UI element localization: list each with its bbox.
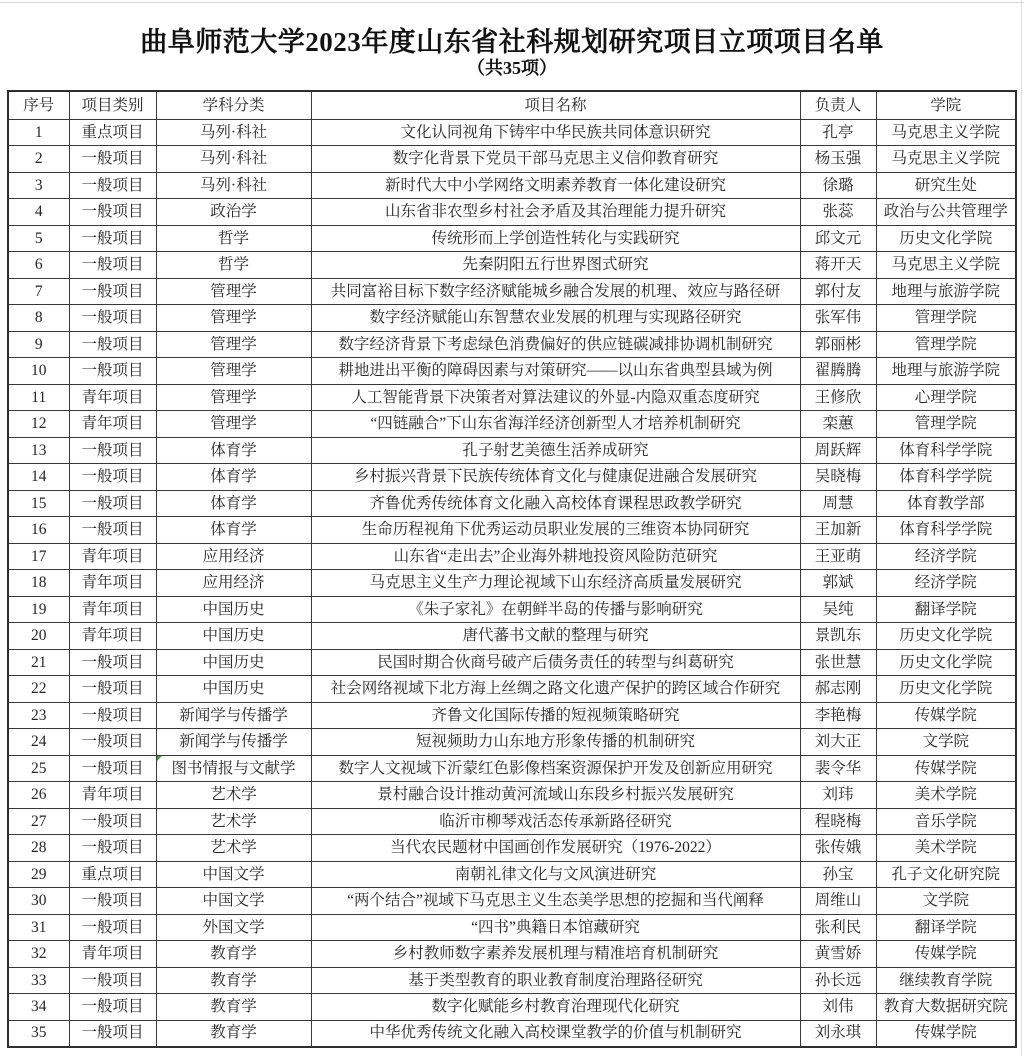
cell-leader-name: 孙宝: [800, 861, 876, 888]
cell-project-name: 南朝礼律文化与文风演进研究: [311, 861, 800, 888]
cell-leader-name: 蒋开天: [800, 252, 876, 279]
cell-leader-name: 郝志刚: [800, 676, 876, 703]
cell-discipline-class: 图书情报与文献学: [156, 755, 311, 782]
table-row: [8, 649, 1016, 676]
cell-college-name: 经济学院: [876, 543, 1016, 570]
cell-college-name: 心理学院: [876, 384, 1016, 411]
cell-leader-name: 刘伟: [800, 994, 876, 1021]
cell-leader-name: 张军伟: [800, 305, 876, 332]
cell-college-name: 马克思主义学院: [876, 119, 1016, 146]
cell-project-name: 数字经济赋能山东智慧农业发展的机理与实现路径研究: [311, 305, 800, 332]
cell-leader-name: 刘永琪: [800, 1020, 876, 1047]
table-row: [8, 941, 1016, 968]
cell-college-name: 翻译学院: [876, 596, 1016, 623]
cell-leader-name: 翟腾腾: [800, 358, 876, 385]
table-row: [8, 596, 1016, 623]
cell-project-name: 人工智能背景下决策者对算法建议的外显-内隐双重态度研究: [311, 384, 800, 411]
cell-row-number: 28: [8, 835, 69, 862]
cell-row-number: 17: [8, 543, 69, 570]
cell-project-name: “四书”典籍日本馆藏研究: [311, 914, 800, 941]
cell-discipline-class: 外国文学: [156, 914, 311, 941]
cell-project-category: 一般项目: [69, 252, 156, 279]
column-header-project-name: 项目名称: [311, 91, 800, 119]
cell-project-category: 青年项目: [69, 941, 156, 968]
cell-project-name: 中华优秀传统文化融入高校课堂教学的价值与机制研究: [311, 1020, 800, 1047]
cell-college-name: 教育大数据研究院: [876, 994, 1016, 1021]
cell-project-name: 山东省“走出去”企业海外耕地投资风险防范研究: [311, 543, 800, 570]
table-header-row: [8, 91, 1016, 119]
cell-discipline-class: 教育学: [156, 994, 311, 1021]
cell-row-number: 21: [8, 649, 69, 676]
cell-college-name: 体育教学部: [876, 490, 1016, 517]
cell-discipline-class: 体育学: [156, 464, 311, 491]
cell-project-name: 数字人文视域下沂蒙红色影像档案资源保护开发及创新应用研究: [311, 755, 800, 782]
cell-college-name: 管理学院: [876, 411, 1016, 438]
cell-project-category: 一般项目: [69, 1020, 156, 1047]
cell-row-number: 35: [8, 1020, 69, 1047]
cell-row-number: 24: [8, 729, 69, 756]
cell-discipline-class: 哲学: [156, 225, 311, 252]
cell-discipline-class: 体育学: [156, 437, 311, 464]
cell-project-category: 一般项目: [69, 755, 156, 782]
cell-project-category: 一般项目: [69, 649, 156, 676]
cell-discipline-class: 应用经济: [156, 570, 311, 597]
cell-row-number: 7: [8, 278, 69, 305]
cell-leader-name: 周慧: [800, 490, 876, 517]
column-header-project-category: 项目类别: [69, 91, 156, 119]
cell-project-category: 重点项目: [69, 119, 156, 146]
cell-college-name: 传媒学院: [876, 941, 1016, 968]
cell-college-name: 传媒学院: [876, 1020, 1016, 1047]
cell-project-name: 耕地进出平衡的障碍因素与对策研究——以山东省典型县域为例: [311, 358, 800, 385]
cell-project-category: 一般项目: [69, 199, 156, 226]
table-row: [8, 623, 1016, 650]
cell-project-category: 一般项目: [69, 808, 156, 835]
table-row: [8, 888, 1016, 915]
cell-leader-name: 裴令华: [800, 755, 876, 782]
cell-project-name: 短视频助力山东地方形象传播的机制研究: [311, 729, 800, 756]
cell-college-name: 传媒学院: [876, 702, 1016, 729]
cell-project-category: 一般项目: [69, 305, 156, 332]
cell-row-number: 14: [8, 464, 69, 491]
cell-row-number: 5: [8, 225, 69, 252]
cell-leader-name: 张传娥: [800, 835, 876, 862]
cell-project-category: 青年项目: [69, 623, 156, 650]
cell-row-number: 22: [8, 676, 69, 703]
cell-leader-name: 黄雪娇: [800, 941, 876, 968]
cell-project-name: 孔子射艺美德生活养成研究: [311, 437, 800, 464]
cell-leader-name: 刘大正: [800, 729, 876, 756]
cell-project-category: 一般项目: [69, 914, 156, 941]
cell-leader-name: 周跃辉: [800, 437, 876, 464]
cell-project-category: 一般项目: [69, 278, 156, 305]
cell-row-number: 3: [8, 172, 69, 199]
cell-project-category: 青年项目: [69, 596, 156, 623]
cell-project-name: 先秦阴阳五行世界图式研究: [311, 252, 800, 279]
projects-table: [7, 90, 1017, 1048]
cell-college-name: 管理学院: [876, 305, 1016, 332]
cell-college-name: 地理与旅游学院: [876, 278, 1016, 305]
cell-college-name: 历史文化学院: [876, 623, 1016, 650]
cell-college-name: 文学院: [876, 888, 1016, 915]
column-header-row-number: 序号: [8, 91, 69, 119]
cell-row-number: 11: [8, 384, 69, 411]
cell-project-name: 共同富裕目标下数字经济赋能城乡融合发展的机理、效应与路径研: [311, 278, 800, 305]
cell-row-number: 20: [8, 623, 69, 650]
cell-discipline-class: 中国历史: [156, 623, 311, 650]
cell-row-number: 26: [8, 782, 69, 809]
spreadsheet-gridline-right: [1021, 0, 1022, 1056]
cell-discipline-class: 中国文学: [156, 861, 311, 888]
table-row: [8, 861, 1016, 888]
cell-discipline-class: 艺术学: [156, 835, 311, 862]
cell-project-name: 唐代蕃书文献的整理与研究: [311, 623, 800, 650]
table-row: [8, 702, 1016, 729]
cell-college-name: 传媒学院: [876, 755, 1016, 782]
spreadsheet-gridline-top: [0, 2, 1024, 3]
cell-row-number: 2: [8, 146, 69, 173]
cell-leader-name: 徐璐: [800, 172, 876, 199]
table-row: [8, 384, 1016, 411]
cell-project-name: 基于类型教育的职业教育制度治理路径研究: [311, 967, 800, 994]
cell-leader-name: 王修欣: [800, 384, 876, 411]
cell-error-marker-icon: [157, 756, 162, 761]
cell-project-name: “两个结合”视域下马克思主义生态美学思想的挖掘和当代阐释: [311, 888, 800, 915]
cell-project-name: 临沂市柳琴戏活态传承新路径研究: [311, 808, 800, 835]
cell-row-number: 12: [8, 411, 69, 438]
table-row: [8, 119, 1016, 146]
table-row: [8, 782, 1016, 809]
cell-college-name: 音乐学院: [876, 808, 1016, 835]
cell-college-name: 地理与旅游学院: [876, 358, 1016, 385]
cell-discipline-class: 马列·科社: [156, 119, 311, 146]
cell-discipline-class: 新闻学与传播学: [156, 702, 311, 729]
cell-leader-name: 孔亭: [800, 119, 876, 146]
cell-college-name: 体育科学学院: [876, 437, 1016, 464]
cell-project-name: 生命历程视角下优秀运动员职业发展的三维资本协同研究: [311, 517, 800, 544]
cell-project-name: 社会网络视域下北方海上丝绸之路文化遗产保护的跨区域合作研究: [311, 676, 800, 703]
cell-discipline-class: 中国历史: [156, 649, 311, 676]
cell-row-number: 6: [8, 252, 69, 279]
cell-leader-name: 郭丽彬: [800, 331, 876, 358]
cell-project-category: 青年项目: [69, 543, 156, 570]
cell-discipline-class: 管理学: [156, 358, 311, 385]
cell-leader-name: 张世慧: [800, 649, 876, 676]
table-row: [8, 543, 1016, 570]
cell-project-name: 数字化背景下党员干部马克思主义信仰教育研究: [311, 146, 800, 173]
cell-project-name: 乡村振兴背景下民族传统体育文化与健康促进融合发展研究: [311, 464, 800, 491]
cell-project-name: 数字经济背景下考虑绿色消费偏好的供应链碳减排协调机制研究: [311, 331, 800, 358]
cell-discipline-class: 新闻学与传播学: [156, 729, 311, 756]
table-row: [8, 225, 1016, 252]
cell-discipline-class: 管理学: [156, 411, 311, 438]
cell-row-number: 30: [8, 888, 69, 915]
cell-project-category: 一般项目: [69, 835, 156, 862]
cell-project-category: 一般项目: [69, 172, 156, 199]
cell-discipline-class: 哲学: [156, 252, 311, 279]
cell-leader-name: 程晓梅: [800, 808, 876, 835]
cell-row-number: 31: [8, 914, 69, 941]
cell-college-name: 美术学院: [876, 782, 1016, 809]
cell-leader-name: 张蕊: [800, 199, 876, 226]
cell-discipline-class: 教育学: [156, 1020, 311, 1047]
cell-college-name: 历史文化学院: [876, 649, 1016, 676]
table-row: [8, 252, 1016, 279]
cell-row-number: 19: [8, 596, 69, 623]
cell-discipline-class: 体育学: [156, 517, 311, 544]
cell-discipline-class: 教育学: [156, 941, 311, 968]
cell-project-category: 一般项目: [69, 676, 156, 703]
cell-leader-name: 杨玉强: [800, 146, 876, 173]
cell-row-number: 23: [8, 702, 69, 729]
cell-project-name: 新时代大中小学网络文明素养教育一体化建设研究: [311, 172, 800, 199]
cell-college-name: 文学院: [876, 729, 1016, 756]
cell-leader-name: 刘玮: [800, 782, 876, 809]
cell-project-name: 景村融合设计推动黄河流域山东段乡村振兴发展研究: [311, 782, 800, 809]
cell-row-number: 25: [8, 755, 69, 782]
cell-college-name: 体育科学学院: [876, 464, 1016, 491]
cell-project-category: 青年项目: [69, 570, 156, 597]
cell-project-name: 齐鲁优秀传统体育文化融入高校体育课程思政教学研究: [311, 490, 800, 517]
cell-college-name: 研究生处: [876, 172, 1016, 199]
cell-leader-name: 张利民: [800, 914, 876, 941]
table-row: [8, 411, 1016, 438]
cell-project-category: 一般项目: [69, 225, 156, 252]
page-subtitle: （共35项）: [467, 58, 557, 78]
cell-row-number: 32: [8, 941, 69, 968]
cell-discipline-class: 中国文学: [156, 888, 311, 915]
column-header-leader-name: 负责人: [800, 91, 876, 119]
cell-discipline-class: 教育学: [156, 967, 311, 994]
cell-leader-name: 周维山: [800, 888, 876, 915]
cell-college-name: 经济学院: [876, 570, 1016, 597]
cell-college-name: 历史文化学院: [876, 225, 1016, 252]
cell-project-name: 传统形而上学创造性转化与实践研究: [311, 225, 800, 252]
cell-row-number: 27: [8, 808, 69, 835]
table-row: [8, 755, 1016, 782]
table-row: [8, 676, 1016, 703]
table-header: [8, 91, 1016, 119]
page-title: 曲阜师范大学2023年度山东省社科规划研究项目立项项目名单: [140, 27, 884, 57]
cell-project-category: 一般项目: [69, 517, 156, 544]
cell-discipline-class: 艺术学: [156, 782, 311, 809]
table-row: [8, 358, 1016, 385]
table-row: [8, 278, 1016, 305]
cell-project-category: 一般项目: [69, 702, 156, 729]
table-row: [8, 967, 1016, 994]
table-row: [8, 729, 1016, 756]
cell-row-number: 16: [8, 517, 69, 544]
cell-row-number: 9: [8, 331, 69, 358]
cell-project-name: 马克思主义生产力理论视域下山东经济高质量发展研究: [311, 570, 800, 597]
cell-leader-name: 邱文元: [800, 225, 876, 252]
table-row: [8, 570, 1016, 597]
column-header-college-name: 学院: [876, 91, 1016, 119]
cell-project-name: 乡村教师数字素养发展机理与精准培育机制研究: [311, 941, 800, 968]
cell-leader-name: 郭斌: [800, 570, 876, 597]
cell-row-number: 1: [8, 119, 69, 146]
cell-leader-name: 王加新: [800, 517, 876, 544]
cell-discipline-class: 马列·科社: [156, 146, 311, 173]
cell-discipline-class: 管理学: [156, 331, 311, 358]
cell-college-name: 马克思主义学院: [876, 252, 1016, 279]
cell-row-number: 13: [8, 437, 69, 464]
table-row: [8, 517, 1016, 544]
table-row: [8, 331, 1016, 358]
cell-project-category: 一般项目: [69, 437, 156, 464]
cell-college-name: 孔子文化研究院: [876, 861, 1016, 888]
cell-row-number: 29: [8, 861, 69, 888]
cell-project-category: 一般项目: [69, 464, 156, 491]
table-row: [8, 808, 1016, 835]
cell-college-name: 美术学院: [876, 835, 1016, 862]
cell-discipline-class: 管理学: [156, 278, 311, 305]
cell-project-name: 齐鲁文化国际传播的短视频策略研究: [311, 702, 800, 729]
cell-project-name: 当代农民题材中国画创作发展研究（1976-2022）: [311, 835, 800, 862]
cell-project-category: 青年项目: [69, 384, 156, 411]
cell-leader-name: 李艳梅: [800, 702, 876, 729]
cell-college-name: 翻译学院: [876, 914, 1016, 941]
table-row: [8, 490, 1016, 517]
cell-project-name: “四链融合”下山东省海洋经济创新型人才培养机制研究: [311, 411, 800, 438]
cell-project-name: 《朱子家礼》在朝鲜半岛的传播与影响研究: [311, 596, 800, 623]
cell-project-category: 青年项目: [69, 411, 156, 438]
cell-discipline-class: 中国历史: [156, 676, 311, 703]
cell-project-name: 数字化赋能乡村教育治理现代化研究: [311, 994, 800, 1021]
cell-leader-name: 栾蕙: [800, 411, 876, 438]
cell-discipline-class: 应用经济: [156, 543, 311, 570]
cell-leader-name: 吴纯: [800, 596, 876, 623]
table-row: [8, 464, 1016, 491]
table-row: [8, 437, 1016, 464]
cell-leader-name: 郭付友: [800, 278, 876, 305]
cell-college-name: 继续教育学院: [876, 967, 1016, 994]
cell-project-category: 一般项目: [69, 146, 156, 173]
cell-leader-name: 王亚萌: [800, 543, 876, 570]
cell-discipline-class: 管理学: [156, 384, 311, 411]
cell-leader-name: 吴晓梅: [800, 464, 876, 491]
cell-row-number: 34: [8, 994, 69, 1021]
table-row: [8, 199, 1016, 226]
cell-row-number: 15: [8, 490, 69, 517]
cell-project-name: 民国时期合伙商号破产后债务责任的转型与纠葛研究: [311, 649, 800, 676]
cell-project-category: 一般项目: [69, 888, 156, 915]
cell-row-number: 8: [8, 305, 69, 332]
table-row: [8, 172, 1016, 199]
cell-discipline-class: 马列·科社: [156, 172, 311, 199]
column-header-discipline-class: 学科分类: [156, 91, 311, 119]
cell-project-name: 文化认同视角下铸牢中华民族共同体意识研究: [311, 119, 800, 146]
table-row: [8, 914, 1016, 941]
table-row: [8, 305, 1016, 332]
cell-college-name: 政治与公共管理学: [876, 199, 1016, 226]
table-row: [8, 835, 1016, 862]
table-row: [8, 146, 1016, 173]
cell-college-name: 历史文化学院: [876, 676, 1016, 703]
cell-project-category: 一般项目: [69, 967, 156, 994]
table-row: [8, 1020, 1016, 1047]
cell-row-number: 18: [8, 570, 69, 597]
cell-row-number: 10: [8, 358, 69, 385]
cell-discipline-class: 体育学: [156, 490, 311, 517]
cell-project-category: 重点项目: [69, 861, 156, 888]
cell-discipline-class: 管理学: [156, 305, 311, 332]
cell-project-category: 一般项目: [69, 490, 156, 517]
cell-leader-name: 孙长远: [800, 967, 876, 994]
cell-row-number: 33: [8, 967, 69, 994]
cell-college-name: 体育科学学院: [876, 517, 1016, 544]
cell-college-name: 马克思主义学院: [876, 146, 1016, 173]
table-row: [8, 994, 1016, 1021]
cell-project-category: 青年项目: [69, 782, 156, 809]
cell-project-category: 一般项目: [69, 729, 156, 756]
cell-project-name: 山东省非农型乡村社会矛盾及其治理能力提升研究: [311, 199, 800, 226]
cell-college-name: 管理学院: [876, 331, 1016, 358]
cell-discipline-class: 艺术学: [156, 808, 311, 835]
cell-project-category: 一般项目: [69, 331, 156, 358]
cell-project-category: 一般项目: [69, 994, 156, 1021]
cell-discipline-class: 政治学: [156, 199, 311, 226]
cell-discipline-class: 中国历史: [156, 596, 311, 623]
cell-row-number: 4: [8, 199, 69, 226]
cell-project-category: 一般项目: [69, 358, 156, 385]
cell-leader-name: 景凯东: [800, 623, 876, 650]
